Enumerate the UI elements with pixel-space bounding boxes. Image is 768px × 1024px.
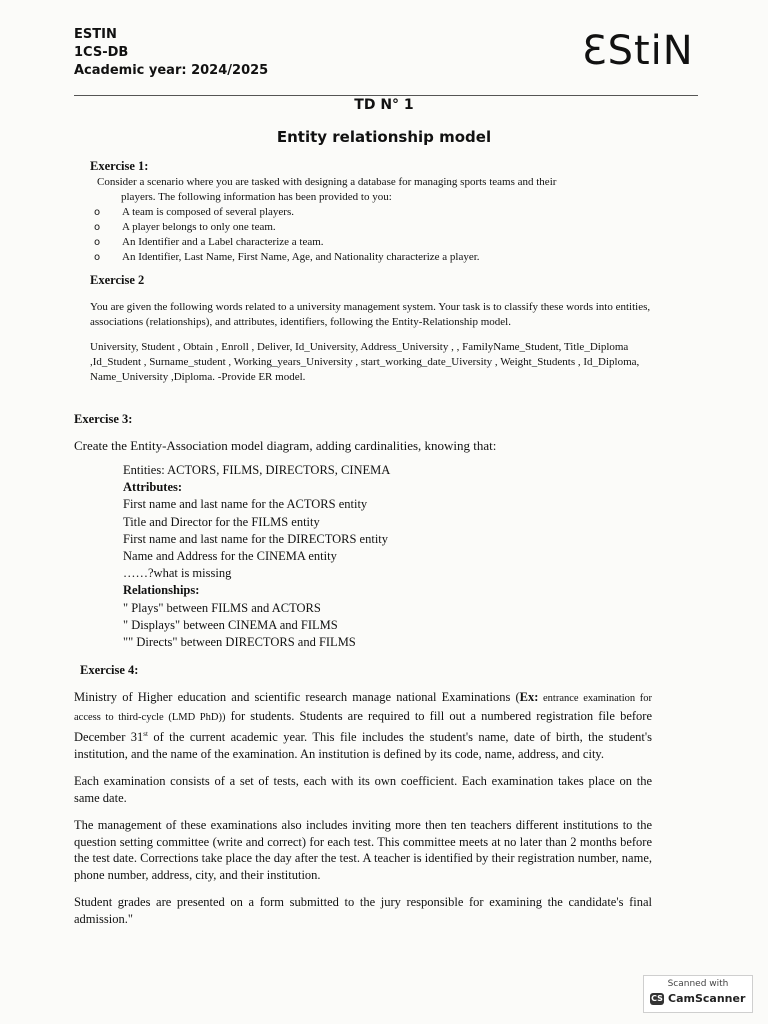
exercise-2 (90, 273, 652, 385)
list-item: o An Identifier and a Label characterize a team. (94, 236, 324, 248)
camscanner-watermark (643, 975, 753, 1013)
academic-year: Academic year: 2024/2025 (74, 63, 269, 78)
exercise-3-spec (123, 462, 643, 651)
exercise-2-word-list: University, Student , Obtain , Enroll , Deliver, Id_University, Address_University , , FamilyName_Student, Title_Diploma ,Id_Student , Surname_student , Working_years_University , start_working_date_Uiversity , Weight_Students , Id_Diploma, Name_University ,Diploma. -Provide ER model. (90, 341, 640, 383)
td-number: TD N° 1 (354, 97, 414, 113)
exercise-4-paragraph-2: Each examination consists of a set of tests, each with its own coefficient. Each examination takes place on the same date. (74, 774, 652, 805)
attribute-line: ……?what is missing (123, 566, 232, 581)
attribute-line: First name and last name for the DIRECTORS entity (123, 531, 389, 546)
watermark-caption: Scanned with (667, 979, 729, 989)
exercise-3-heading: Exercise 3: (74, 412, 133, 426)
class-name: 1CS-DB (74, 45, 129, 60)
exercise-3 (74, 412, 674, 650)
exercise-1-list (90, 205, 650, 265)
relationships-heading: Relationships: (123, 583, 200, 598)
exercise-1-intro (97, 175, 650, 205)
exercise-4-paragraph-4: Student grades are presented on a form submitted to the jury responsible for examining the candidate's final admission." (74, 895, 652, 926)
attribute-line: Title and Director for the FILMS entity (123, 514, 320, 529)
school-name: ESTIN (74, 27, 117, 42)
exercise-4-body (74, 689, 652, 938)
exercise-2-heading: Exercise 2 (90, 273, 145, 287)
exercise-1 (90, 159, 650, 265)
exercise-1-intro-line2: players. The following information has been provided to you: (121, 191, 392, 203)
exercise-4-paragraph-3: The management of these examinations also includes inviting more then ten teachers different institutions to the question setting committee (write and correct) for each test. This committee meets at no later than 2 months before the test date. Corrections take place the day after the test. A teacher is identified by their registration number, name, phone number, address, city, and their institution. (74, 818, 652, 882)
exercise-2-paragraph: You are given the following words related to a university management system. Your task is to classify these words into entities, associations (relationships), and attributes, identifiers, following the Entity-Relationship model. (90, 301, 651, 328)
exercise-3-intro: Create the Entity-Association model diagram, adding cardinalities, knowing that: (74, 438, 497, 453)
relationship-line: " Plays" between FILMS and ACTORS (123, 600, 321, 615)
exercise-1-heading: Exercise 1: (90, 159, 149, 173)
exercise-4-paragraph-1: Ministry of Higher education and scientific research manage national Examinations (Ex: entrance examination for access to third-cycle (LMD PhD)) for students. Students are required to fill out a numbered registration file before December 31st of the current academic year. This file includes the student's name, date of birth, the student's institution, and the name of the examination. An institution is defined by its code, name, address, and city. (74, 690, 653, 761)
estin-logo-text: ƐStiN (582, 28, 694, 74)
list-item: o A team is composed of several players. (94, 206, 294, 218)
camscanner-logo-icon: CS (651, 994, 663, 1003)
bullet-icon: o (94, 237, 101, 248)
bullet-icon: o (94, 252, 101, 263)
relationship-line: " Displays" between CINEMA and FILMS (123, 617, 338, 632)
attribute-line: Name and Address for the CINEMA entity (123, 549, 337, 564)
estin-logo (582, 18, 714, 74)
header-block (74, 26, 268, 80)
page-title: Entity relationship model (276, 128, 492, 146)
exercise-1-intro-line1: Consider a scenario where you are tasked with designing a database for managing sports teams and their (97, 176, 557, 188)
exercise-4-heading: Exercise 4: (80, 663, 139, 677)
header-divider (74, 95, 698, 96)
relationship-line: "" Directs" between DIRECTORS and FILMS (123, 635, 356, 650)
bullet-icon: o (94, 207, 101, 218)
bullet-icon: o (94, 222, 101, 233)
attribute-line: First name and last name for the ACTORS entity (123, 497, 368, 512)
entities-line: Entities: ACTORS, FILMS, DIRECTORS, CINEMA (123, 463, 391, 477)
list-item: o A player belongs to only one team. (94, 221, 276, 233)
list-item: o An Identifier, Last Name, First Name, Age, and Nationality characterize a player. (94, 251, 480, 263)
attributes-heading: Attributes: (123, 480, 183, 495)
watermark-brand: CamScanner (668, 992, 746, 1005)
